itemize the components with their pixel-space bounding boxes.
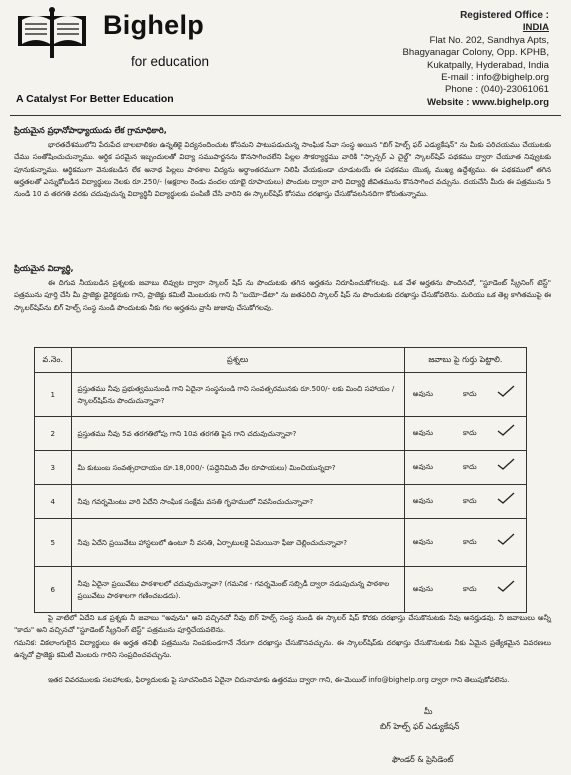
eligibility-table xyxy=(34,347,527,613)
answer-no[interactable]: కాదు xyxy=(462,428,477,437)
office-title: Registered Office : xyxy=(460,10,549,21)
checkmark-icon xyxy=(497,384,515,398)
column-header-answer: జవాబు పై గుర్తు పెట్టాలి. xyxy=(404,348,526,373)
table-row xyxy=(35,567,527,613)
paragraph-intro: భారతదేశములోని పేరుపేద బాలబాలికల ఉన్నతికై విద్యనందించుట కోసమని పాటుపడుచున్న సాంఘిక సేవా సంస్థ అయిన "బిగ్ హెల్ప్ ఫర్ ఎడ్యుకేషన్" ను మీకు పరిచయము చేయుటకు చేము సంతోషించుచున్నాము. ఆర్థిక పరమైన ఇబ్బందులతో విద్యా సముపార్జనను కొనసాగించలేని పిల్లల సౌకర్యార్థము వారికి "స్పాన్సర్ ఎ చైల్డ్" స్కాలర్‌షిప్ పథకము ద్వారా చేయూత నివ్వుటకు పూనుకున్నాము. ఆర్థికముగా వెనుకబడిన లేక అనాథ పిల్లలు పాఠశాల విద్యను అర్థాంతరముగా నిలిపి వేయకుండా చూడుటయే ఈ పథకము యొక్క ముఖ్య ఉద్దేశ్యము. ఈ పథకములో తగిన అర్హతలతో ఎన్నుకోబడిన విద్యార్థులు నెలకు రూ.250/- (అక్షరాల రెండు వందల యాభై రూపాయలు) పొందుట ద్వారా వారి విద్యార్థి జీవితమును కొనసాగించ వచ్చును. దయచేసి మీరు ఈ పత్రమును 5 నుండి 10 వ తరగతి వరకు చదువుచున్న విద్యార్థినీ విద్యార్థులకు పంపిణీ చేసి వారిని ఈ స్కాలర్‌షిప్ కోసము దరఖాస్తు చేసుకోవలసినదిగా కోరుతున్నాము. xyxy=(14,140,551,199)
row-question: ప్రస్తుతము నీవు ప్రభుత్వమునుండి గాని ఏదైనా సంస్థనుండి గాని సంవత్సరమునకు రూ.500/- లకు మించి సహాయం / స్కాలర్‌షిప్‌ను పొందుచున్నావా? xyxy=(71,373,404,417)
registered-office-block xyxy=(319,10,549,109)
answer-yes[interactable]: అవును xyxy=(412,496,433,505)
salutation-student: ప్రియమైన విద్యార్థి, xyxy=(14,263,74,273)
checkmark-icon xyxy=(497,491,515,505)
answer-yes[interactable]: అవును xyxy=(412,389,433,398)
answer-no[interactable]: కాదు xyxy=(462,496,477,505)
row-number: 6 xyxy=(35,567,72,613)
table-row xyxy=(35,451,527,485)
answer-no[interactable]: కాదు xyxy=(462,584,477,593)
header-divider xyxy=(10,115,561,116)
column-header-questions: ప్రశ్నలు xyxy=(71,348,404,373)
table-row xyxy=(35,373,527,417)
row-number: 3 xyxy=(35,451,72,485)
signature-organisation: బిగ్ హెల్ప్ ఫర్ ఎడ్యుకేషన్ xyxy=(380,722,460,731)
table-header-row xyxy=(35,348,527,373)
column-header-number: వ.నెం. xyxy=(35,348,72,373)
answer-no[interactable]: కాదు xyxy=(462,462,477,471)
paragraph-ineligible-note: పై వాటిలో ఏదేని ఒక ప్రశ్నకు నీ జవాబు "అవును" అని వచ్చినచో నీవు బిగ్ హెల్ప్ సంస్థ నుండి ఈ స్కాలర్ షిప్ కొరకు దరఖాస్తు చేసుకొనుటకు నీవు అనర్హుడవు. నీ జవాబులు అన్నీ "కాదు" అని వచ్చినచో "స్టూడెంట్ స్క్రీనింగ్ టెస్ట్" పత్రమును పూర్తిచేయవలెను. xyxy=(14,613,551,635)
paragraph-contact: ఇతర వివరములకు సలహాలకు, ఫిర్యాదులకు పై సూచనిందిన ఏదైనా చిరునామాకు ఉత్తరము ద్వారా గాని, ఈ-మెయిల్ info@bighelp.org ద్వారా గాని తెలుపుకోవలెను. xyxy=(48,675,510,684)
row-question: నీవు ఏదైనా ప్రయివేటు పాఠశాలలో చదువుచున్నావా? (గమనిక - గవర్నమెంట్ సబ్సిడీ ద్వారా నడుపుచున్న పాఠశాల ప్రయివేటు పాఠశాలగా గణించబడదు). xyxy=(71,567,404,613)
tagline: A Catalyst For Better Education xyxy=(16,93,174,105)
table-row xyxy=(35,519,527,567)
answer-yes[interactable]: అవును xyxy=(412,584,433,593)
address-line: Kukatpally, Hyderabad, India xyxy=(427,59,549,71)
answer-yes[interactable]: అవును xyxy=(412,537,433,546)
signature-marker: మీ xyxy=(424,707,433,716)
checkmark-icon xyxy=(497,532,515,546)
office-phone: Phone : (040)-23061061 xyxy=(444,84,549,96)
address-line: Flat No. 202, Sandhya Apts, xyxy=(429,34,549,46)
office-website: Website : www.bighelp.org xyxy=(426,96,549,108)
table-row xyxy=(35,417,527,451)
answer-yes[interactable]: అవును xyxy=(412,462,433,471)
answer-no[interactable]: కాదు xyxy=(462,389,477,398)
table-row xyxy=(35,485,527,519)
paragraph-disabled-note: గమనిక: వికలాంగులైన విద్యార్థులు ఈ అర్హత తనిఖీ పత్రమును నింపకుండగానే నేరుగా దరఖాస్తు చేసుకొనవచ్చును. ఈ స్కాలర్‌షిప్‌కు దరఖాస్తు చేసుకొనుటకు నీకు ఏమైన ప్రత్యేకమైన వివరణలు ఉన్నచో ప్రాజెక్టు కమిటీ మెంబరు గారిని సంప్రదించవచ్చును. xyxy=(14,638,551,660)
row-number: 2 xyxy=(35,417,72,451)
checkmark-icon xyxy=(497,579,515,593)
office-email: E-mail : info@bighelp.org xyxy=(441,72,549,84)
row-number: 5 xyxy=(35,519,72,567)
answer-no[interactable]: కాదు xyxy=(462,537,477,546)
checkmark-icon xyxy=(497,457,515,471)
row-question: ప్రస్తుతము నీవు 5వ తరగతిలోపు గాని 10వ తరగతి పైన గాని చదువుచున్నావా? xyxy=(71,417,404,451)
row-question: మీ కుటుంబ సంవత్సరాదాయం రూ.18,000/- (పద్దెనిమిది వేల రూపాయలు) మించియున్నదా? xyxy=(71,451,404,485)
brand-name: Bighelp xyxy=(103,10,205,40)
salutation-headmaster: ప్రియమైన ప్రధానోపాధ్యాయుడు లేక గ్రామాధికారి, xyxy=(14,125,167,135)
signature-title: ఫౌండర్ & ప్రెసిడెంట్ xyxy=(392,755,454,764)
answer-yes[interactable]: అవును xyxy=(412,428,433,437)
address-line: Bhagyanagar Colony, Opp. KPHB, xyxy=(402,47,549,59)
row-number: 4 xyxy=(35,485,72,519)
row-question: నీవు గవర్నమెంటు వారి ఏదేని సాంఘిక సంక్షేమ వసతి గృహములో నివసించుచున్నావా? xyxy=(71,485,404,519)
row-question: నీవు ఏదేని ప్రయివేటు హాస్టలులో ఉంటూ నీ వసతి, ఏర్పాటులకై ఏమయినా ఫీజు చెల్లించుచున్నావా? xyxy=(71,519,404,567)
brand-subtitle: for education xyxy=(131,54,210,69)
checkmark-icon xyxy=(497,423,515,437)
bighelp-logo xyxy=(16,6,88,58)
row-number: 1 xyxy=(35,373,72,417)
paragraph-eligibility: ఈ దిగువ నీయబడిన ప్రశ్నలకు జవాబు లివ్వుట ద్వారా స్కాలర్ షిప్ ను పొందుటకు తగిన అర్హతను నిరూపించుకోగలవు. ఒక వేళ అర్హతను పొందినచో, "స్టూడెంట్ స్క్రీనింగ్ టెస్ట్" పత్రమును పూర్తి చేసి మీ ప్రాజెక్టు డైరెక్టరుకు గాని, ప్రాజెక్టు కమిటీ మెంబరుకు గాని నీ "బయో-డేటా" ను జతపరిచి స్కాలర్ షిప్ ను పొందుటకు దరఖాస్తు చేసుకోవలెను. మరియు ఒక తెల్ల కాగితముపై ఈ స్కాలర్‌షిప్‌ను బిగ్ హెల్ప్ సంస్థ నుండి పొందుటకు నీకు గల అర్హతను వ్రాసి జుజువు చేసుకోగలవు. xyxy=(14,278,551,312)
office-country: INDIA xyxy=(522,22,549,34)
